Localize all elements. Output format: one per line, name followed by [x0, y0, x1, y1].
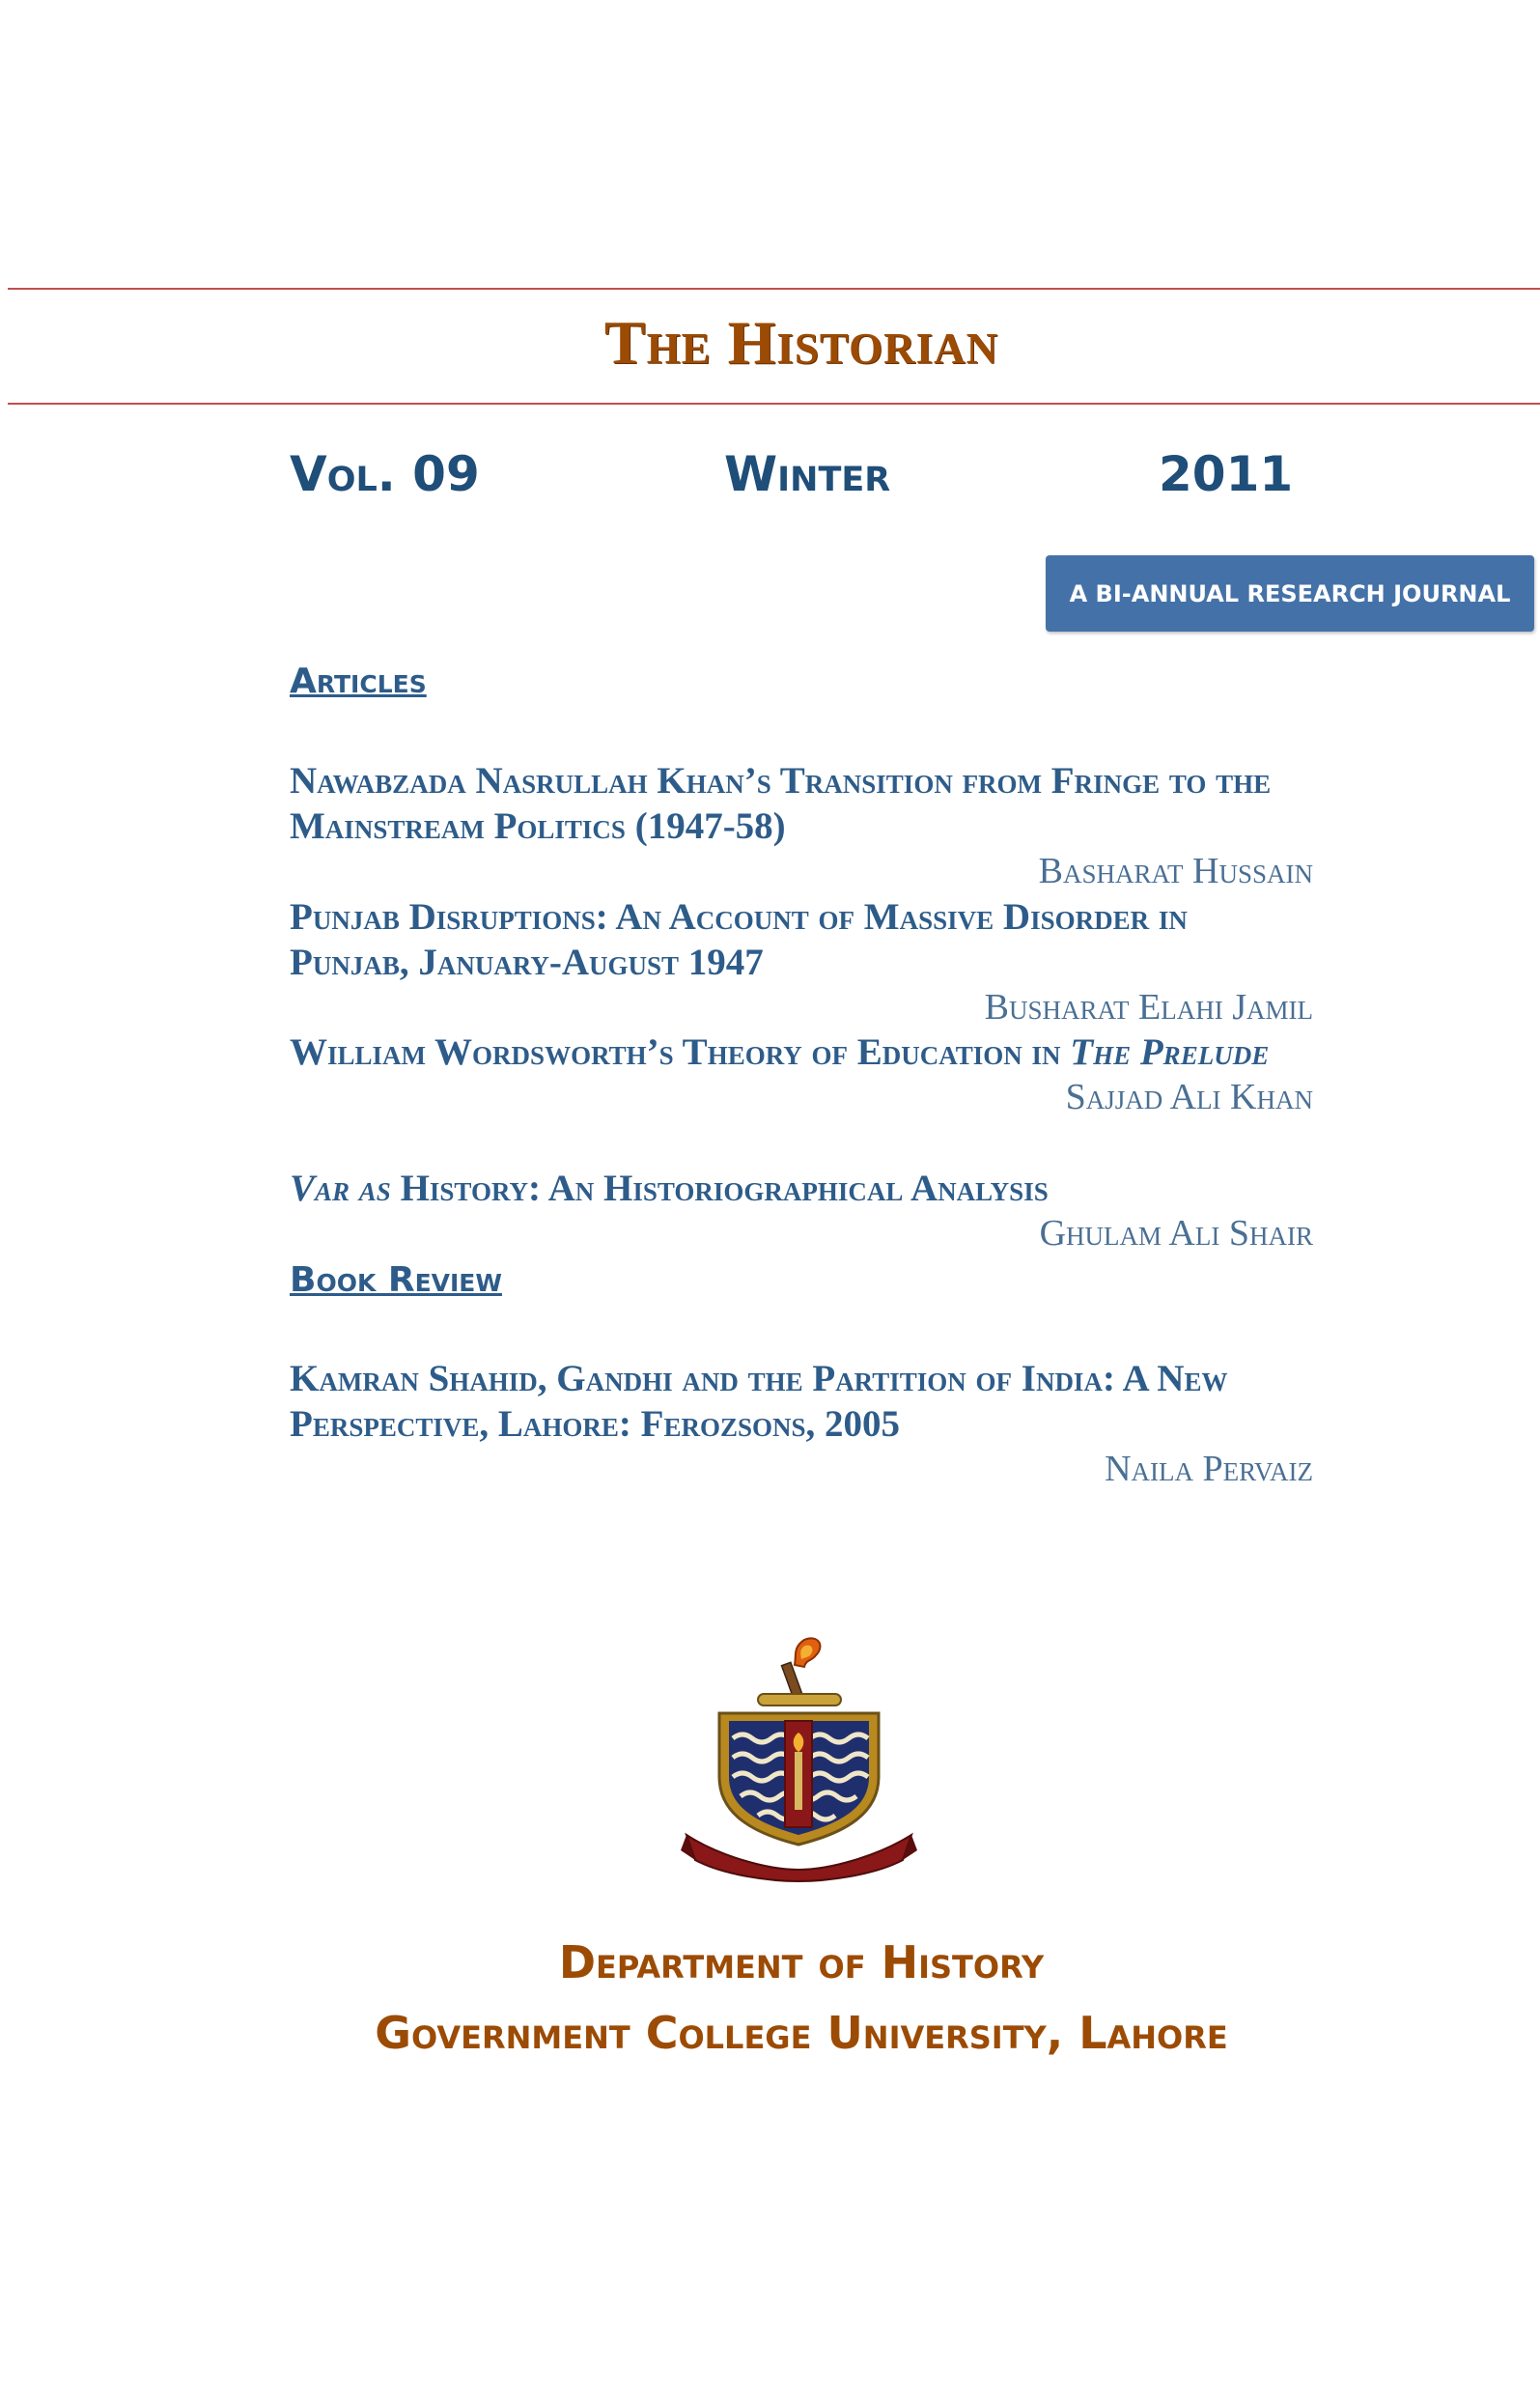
badge-label: A BI-ANNUAL RESEARCH JOURNAL — [1069, 579, 1511, 607]
article-title — [290, 1029, 1313, 1075]
article-author: Basharat Hussain — [1038, 851, 1313, 891]
journal-type-badge — [1046, 555, 1534, 632]
article-title-italic: Var as — [290, 1168, 391, 1209]
article-title-text: History: An Historiographical Analysis — [390, 1168, 1049, 1209]
article-title — [290, 1166, 1313, 1211]
book-review-entry — [290, 1356, 1313, 1492]
volume-label: Vol. 09 — [290, 446, 480, 502]
article-title: Punjab Disruptions: An Account of Massive Disorder in Punjab, January-August 1947 — [290, 896, 1188, 983]
year-label: 2011 — [1159, 446, 1294, 502]
book-review-heading: Book Review — [290, 1260, 502, 1300]
book-review-author: Naila Pervaiz — [1105, 1449, 1313, 1489]
article-author: Ghulam Ali Shair — [1039, 1213, 1313, 1254]
season-label: Winter — [724, 446, 891, 502]
university-crest-icon — [681, 1632, 917, 1883]
article-title-italic: The Prelude — [1070, 1031, 1270, 1073]
article-author: Sajjad Ali Khan — [1065, 1077, 1313, 1117]
article-entry — [290, 1166, 1313, 1256]
university-name: Government College University, Lahore — [375, 2007, 1228, 2059]
book-review-title: Kamran Shahid, Gandhi and the Partition of India: A New Perspective, Lahore: Ferozsons, 2005 — [290, 1358, 1228, 1445]
article-title-text: William Wordsworth’s Theory of Education in — [290, 1031, 1071, 1073]
article-author: Busharat Elahi Jamil — [984, 987, 1313, 1028]
article-entry — [290, 758, 1313, 894]
articles-heading: Articles — [290, 662, 427, 701]
article-entry — [290, 894, 1313, 1030]
journal-title: The Historian — [603, 308, 999, 377]
department-name: Department of History — [558, 1936, 1045, 1988]
bottom-rule — [8, 403, 1540, 405]
article-title: Nawabzada Nasrullah Khan’s Transition from Fringe to the Mainstream Politics (1947-58) — [290, 760, 1272, 847]
article-entry — [290, 1029, 1313, 1120]
top-rule — [8, 288, 1540, 290]
